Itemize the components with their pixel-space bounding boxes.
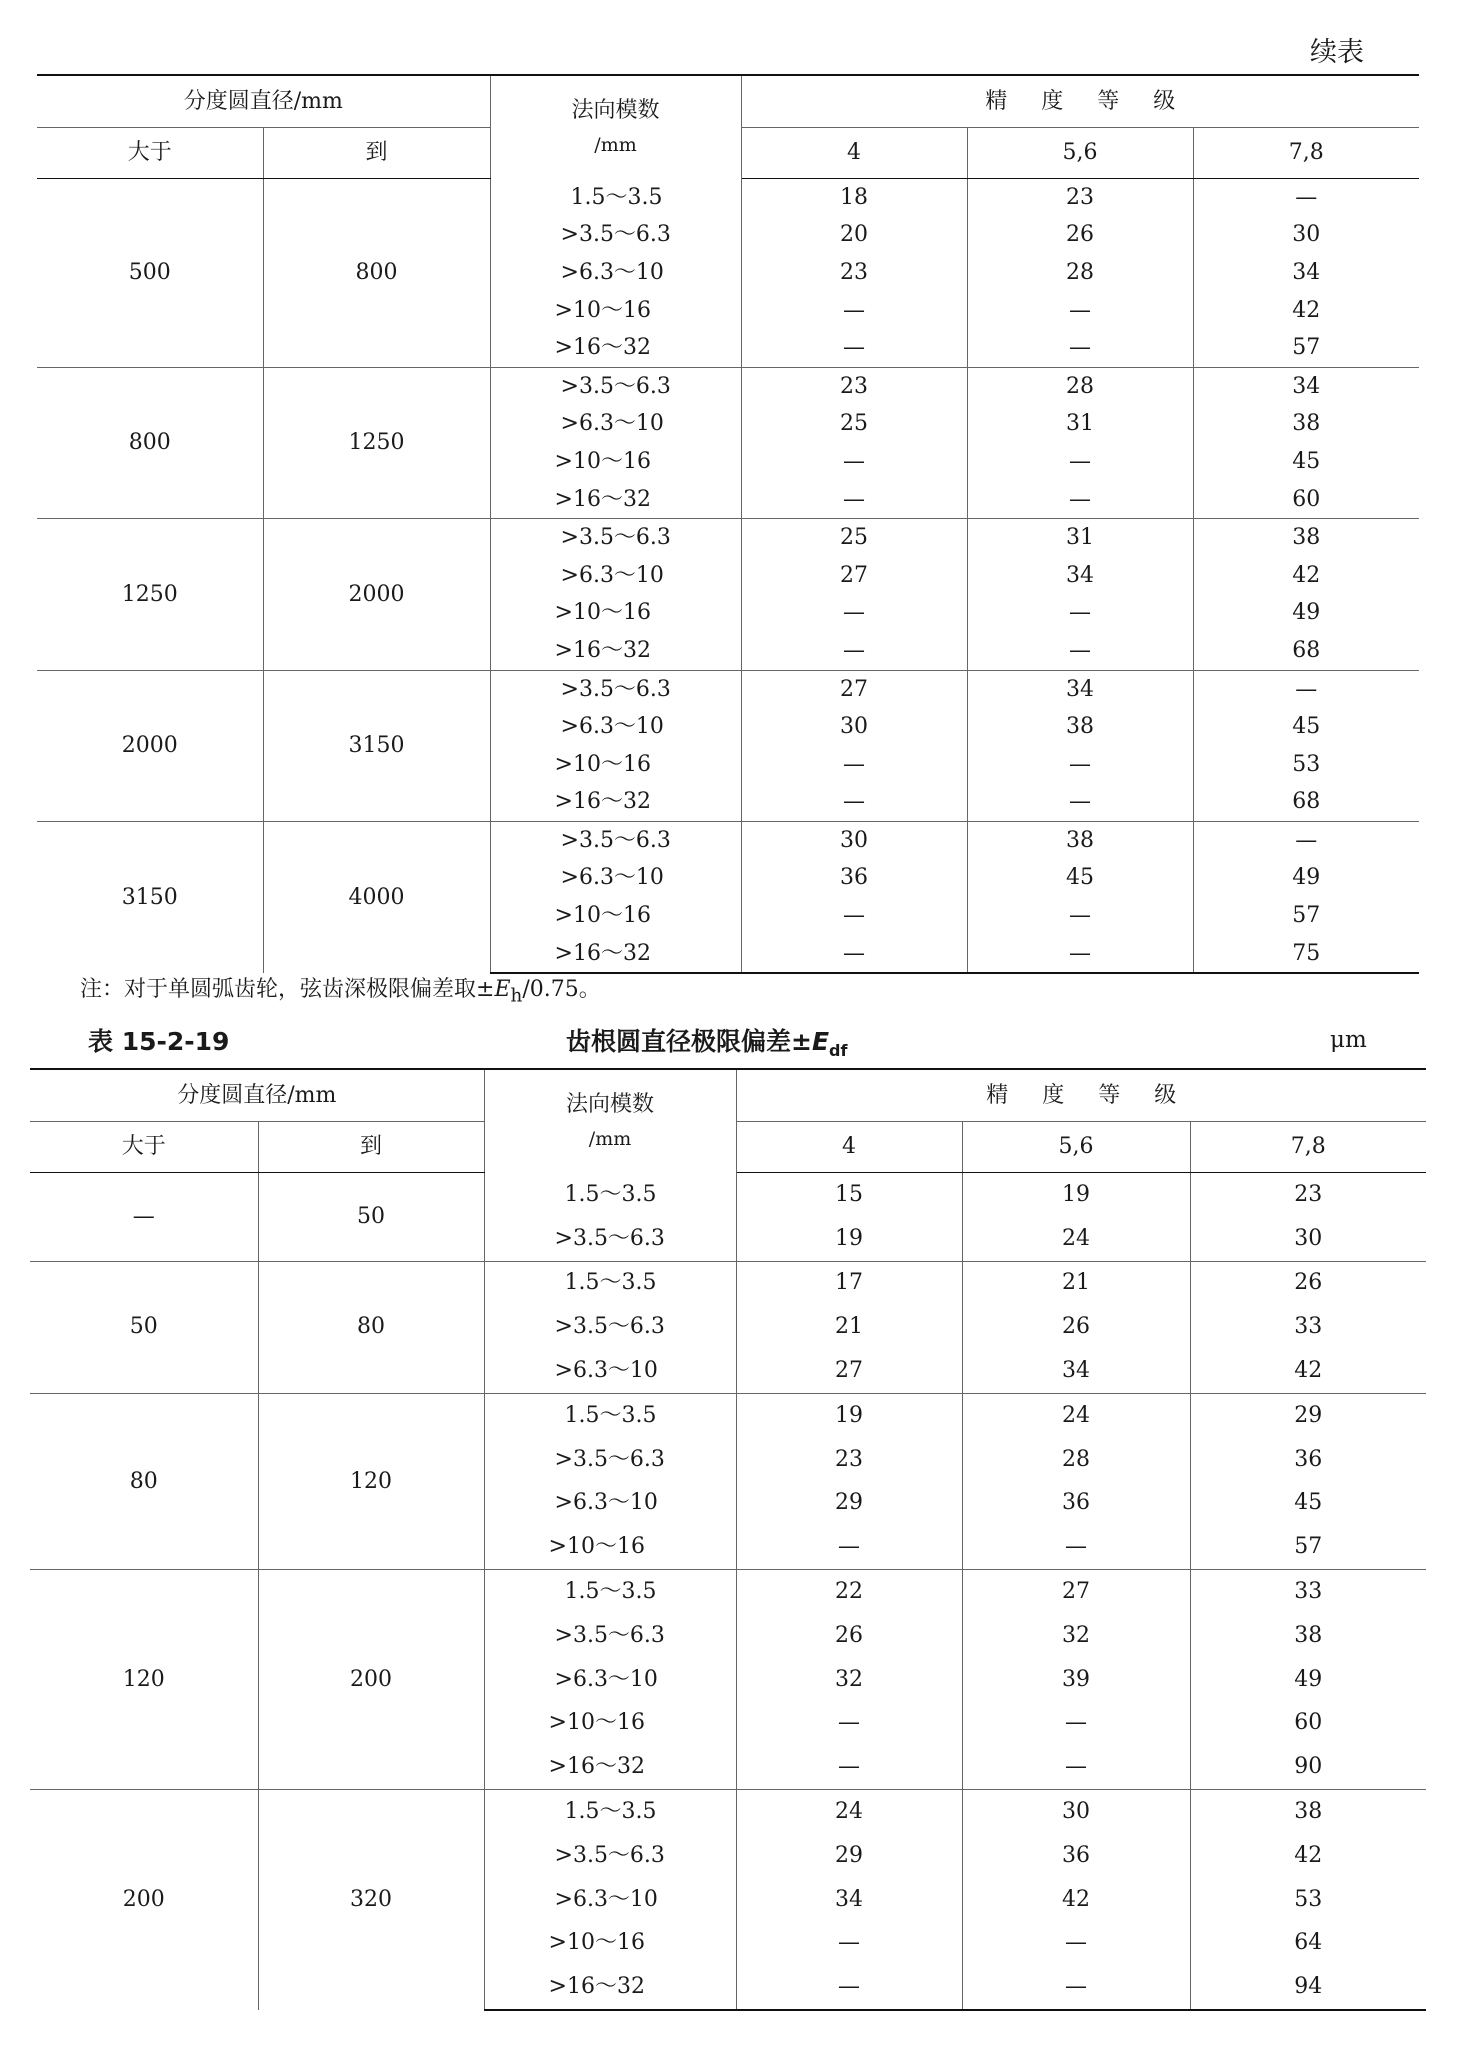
table-row [37, 179, 1419, 217]
cell-grade-7-8: 34 [1292, 259, 1321, 285]
header-to: 到 [258, 1122, 484, 1173]
cell-to: 80 [258, 1261, 484, 1393]
cell-module: 1.5～3.5 [490, 179, 741, 217]
cell-grade-7-8: 60 [1294, 1710, 1323, 1736]
table-row [30, 1261, 1426, 1305]
cell-grade-5-6: 34 [967, 557, 1193, 595]
table-row [37, 367, 1419, 405]
cell-grade-7-8: 94 [1190, 1965, 1426, 2010]
cell-module: >6.3～10 [490, 708, 741, 746]
note-text: 注：对于单圆弧齿轮，弦齿深极限偏差取± [80, 977, 495, 1002]
cell-grade-4: 15 [736, 1173, 962, 1217]
table-number: 表 15-2-19 [88, 1027, 230, 1056]
cell-to: 2000 [263, 519, 490, 670]
cell-grade-4: 19 [736, 1217, 962, 1261]
cell-grade-4: 18 [741, 179, 967, 217]
cell-grade-4: 29 [736, 1482, 962, 1526]
cell-grade-7-8: 42 [1294, 1358, 1323, 1384]
cell-to: 3150 [263, 670, 490, 821]
cell-module: >6.3～10 [490, 557, 741, 595]
cell-module: >6.3～10 [484, 1349, 736, 1393]
header-grade-7-8: 7,8 [1193, 128, 1419, 179]
cell-grade-5-6: — [967, 595, 1193, 633]
cell-grade-5-6: 34 [967, 670, 1193, 708]
cell-grade-7-8: 49 [1294, 1666, 1323, 1692]
cell-module: >3.5～6.3 [490, 822, 741, 860]
table-unit: μm [1330, 1027, 1367, 1053]
cell-grade-7-8: 26 [1190, 1261, 1426, 1305]
cell-grade-4: — [736, 1525, 962, 1569]
cell-grade-4: — [741, 746, 967, 784]
cell-grade-7-8: 57 [1292, 335, 1321, 361]
cell-module: >3.5～6.3 [484, 1305, 736, 1349]
cell-grade-4: — [736, 1965, 962, 2010]
cell-grade-7-8: 30 [1292, 222, 1321, 248]
cell-grade-7-8: 38 [1294, 1622, 1323, 1648]
cell-grade-7-8: 75 [1193, 935, 1419, 974]
cell-module: >3.5～6.3 [484, 1217, 736, 1261]
note-suffix: /0.75。 [522, 977, 601, 1002]
cell-over: 3150 [37, 822, 263, 974]
cell-grade-5-6: — [962, 1702, 1190, 1746]
cell-grade-7-8: — [1193, 822, 1419, 860]
cell-module: >3.5～6.3 [490, 519, 741, 557]
cell-over: — [30, 1173, 258, 1262]
cell-to: 4000 [263, 822, 490, 974]
header-over: 大于 [37, 128, 263, 179]
table-tooth-depth-deviation [37, 74, 1419, 974]
cell-over: 50 [30, 1261, 258, 1393]
cell-grade-4: 27 [736, 1349, 962, 1393]
cell-grade-4: — [741, 481, 967, 519]
cell-module: >6.3～10 [484, 1658, 736, 1702]
cell-grade-4: — [741, 784, 967, 822]
cell-module: >16～32 [490, 632, 741, 670]
table2-body [30, 1173, 1426, 2011]
header-accuracy-grade: 精度等级 [736, 1069, 1426, 1122]
cell-grade-5-6: 38 [967, 822, 1193, 860]
cell-grade-4: 23 [741, 254, 967, 292]
cell-grade-5-6: 23 [967, 179, 1193, 217]
cell-grade-4: 25 [741, 406, 967, 444]
cell-over: 800 [37, 367, 263, 518]
cell-module: >16～32 [484, 1745, 736, 1789]
cell-grade-5-6: — [967, 746, 1193, 784]
table-title-subscript: df [829, 1041, 848, 1060]
cell-grade-7-8: 49 [1292, 865, 1321, 891]
table-row [37, 519, 1419, 557]
cell-module: 1.5～3.5 [484, 1393, 736, 1437]
note-symbol: E [494, 977, 511, 1002]
table-title [566, 1022, 847, 1060]
cell-module: >16～32 [490, 329, 741, 367]
cell-grade-5-6: 32 [962, 1614, 1190, 1658]
table-row [30, 1570, 1426, 1614]
table-title-symbol: E [811, 1027, 830, 1056]
cell-grade-4: — [741, 292, 967, 330]
cell-grade-5-6: — [962, 1965, 1190, 2010]
cell-module: 1.5～3.5 [484, 1261, 736, 1305]
cell-to: 200 [258, 1570, 484, 1790]
cell-grade-7-8: 45 [1292, 714, 1321, 740]
table-root-diameter-deviation [30, 1068, 1426, 2011]
cell-grade-4: — [736, 1745, 962, 1789]
cell-grade-4: — [736, 1702, 962, 1746]
cell-grade-5-6: — [967, 784, 1193, 822]
cell-grade-5-6: — [967, 935, 1193, 974]
header-grade-7-8: 7,8 [1190, 1122, 1426, 1173]
cell-to: 320 [258, 1790, 484, 2010]
cell-over: 2000 [37, 670, 263, 821]
cell-grade-5-6: — [967, 897, 1193, 935]
cell-module: >16～32 [490, 481, 741, 519]
cell-module: >3.5～6.3 [490, 217, 741, 255]
cell-over: 120 [30, 1570, 258, 1790]
cell-grade-4: 29 [736, 1834, 962, 1878]
cell-module: >3.5～6.3 [484, 1834, 736, 1878]
cell-grade-7-8: 57 [1294, 1534, 1323, 1560]
cell-grade-7-8: 42 [1292, 297, 1321, 323]
cell-grade-4: 24 [736, 1790, 962, 1834]
cell-grade-7-8: 53 [1292, 751, 1321, 777]
header-grade-5-6: 5,6 [967, 128, 1193, 179]
cell-grade-5-6: 21 [962, 1261, 1190, 1305]
header-grade-4: 4 [736, 1122, 962, 1173]
header-pitch-diameter: 分度圆直径/mm [37, 75, 490, 128]
cell-over: 200 [30, 1790, 258, 2010]
cell-grade-4: — [741, 595, 967, 633]
cell-grade-5-6: 26 [962, 1305, 1190, 1349]
cell-module: >16～32 [490, 784, 741, 822]
header-over: 大于 [30, 1122, 258, 1173]
cell-grade-5-6: 28 [967, 367, 1193, 405]
cell-grade-5-6: 24 [962, 1217, 1190, 1261]
cell-grade-7-8: 45 [1292, 448, 1321, 474]
cell-grade-7-8: 45 [1294, 1490, 1323, 1516]
cell-over: 1250 [37, 519, 263, 670]
cell-grade-5-6: — [967, 292, 1193, 330]
header-pitch-diameter: 分度圆直径/mm [30, 1069, 484, 1122]
table-row [30, 1393, 1426, 1437]
cell-grade-5-6: 36 [962, 1482, 1190, 1526]
cell-grade-7-8: 30 [1294, 1225, 1323, 1251]
continued-label: 续表 [1310, 37, 1364, 68]
header-accuracy-grade: 精度等级 [741, 75, 1419, 128]
cell-grade-5-6: 31 [967, 406, 1193, 444]
cell-module: >10～16 [490, 746, 741, 784]
cell-grade-4: 27 [741, 557, 967, 595]
cell-module: >6.3～10 [490, 406, 741, 444]
header-normal-module-line1: 法向模数 [571, 97, 660, 123]
cell-grade-4: 36 [741, 860, 967, 898]
cell-grade-7-8: 60 [1292, 486, 1321, 512]
cell-grade-5-6: 28 [967, 254, 1193, 292]
cell-module: >10～16 [484, 1922, 736, 1966]
header-normal-module [484, 1069, 736, 1173]
table-note [80, 972, 601, 1006]
cell-grade-7-8: 23 [1294, 1181, 1323, 1207]
cell-grade-5-6: 34 [962, 1349, 1190, 1393]
cell-grade-5-6: 24 [962, 1393, 1190, 1437]
cell-grade-5-6: 30 [962, 1790, 1190, 1834]
cell-grade-7-8: 68 [1292, 789, 1321, 815]
cell-grade-7-8: 57 [1292, 903, 1321, 929]
cell-module: >10～16 [490, 443, 741, 481]
cell-grade-4: 30 [741, 708, 967, 746]
cell-grade-5-6: — [967, 481, 1193, 519]
cell-grade-7-8: 49 [1292, 600, 1321, 626]
cell-grade-4: 27 [741, 670, 967, 708]
cell-grade-5-6: 42 [962, 1878, 1190, 1922]
cell-grade-4: — [741, 897, 967, 935]
cell-grade-7-8: — [1193, 670, 1419, 708]
cell-grade-5-6: — [967, 632, 1193, 670]
cell-grade-4: — [736, 1922, 962, 1966]
cell-grade-5-6: 19 [962, 1173, 1190, 1217]
note-subscript: h [510, 985, 523, 1007]
cell-to: 120 [258, 1393, 484, 1569]
cell-grade-7-8: 34 [1193, 367, 1419, 405]
cell-grade-4: — [741, 443, 967, 481]
cell-grade-7-8: 90 [1294, 1754, 1323, 1780]
cell-to: 50 [258, 1173, 484, 1262]
cell-grade-4: — [741, 935, 967, 974]
cell-grade-7-8: 64 [1294, 1930, 1323, 1956]
header-grade-5-6: 5,6 [962, 1122, 1190, 1173]
cell-grade-7-8: 53 [1294, 1886, 1323, 1912]
cell-grade-7-8: 42 [1292, 562, 1321, 588]
table-row [37, 670, 1419, 708]
cell-grade-4: 22 [736, 1570, 962, 1614]
cell-module: >10～16 [490, 595, 741, 633]
cell-module: >3.5～6.3 [490, 670, 741, 708]
cell-grade-7-8: 33 [1294, 1314, 1323, 1340]
table-row [30, 1790, 1426, 1834]
header-to: 到 [263, 128, 490, 179]
cell-module: >3.5～6.3 [484, 1614, 736, 1658]
cell-over: 80 [30, 1393, 258, 1569]
cell-module: >10～16 [490, 292, 741, 330]
cell-grade-4: 26 [736, 1614, 962, 1658]
cell-module: >16～32 [484, 1965, 736, 2010]
cell-grade-5-6: — [962, 1922, 1190, 1966]
cell-grade-4: 25 [741, 519, 967, 557]
header-normal-module-line2: /mm [588, 1127, 632, 1150]
header-normal-module [490, 75, 741, 179]
cell-module: >3.5～6.3 [484, 1438, 736, 1482]
cell-grade-7-8: 36 [1294, 1446, 1323, 1472]
cell-module: >16～32 [490, 935, 741, 974]
cell-to: 800 [263, 179, 490, 368]
cell-module: >10～16 [484, 1702, 736, 1746]
cell-grade-5-6: 39 [962, 1658, 1190, 1702]
cell-module: >10～16 [490, 897, 741, 935]
cell-grade-7-8: 29 [1190, 1393, 1426, 1437]
cell-grade-5-6: — [962, 1745, 1190, 1789]
cell-grade-5-6: 38 [967, 708, 1193, 746]
cell-to: 1250 [263, 367, 490, 518]
cell-module: >6.3～10 [484, 1482, 736, 1526]
cell-grade-5-6: 45 [967, 860, 1193, 898]
cell-module: >10～16 [484, 1525, 736, 1569]
cell-grade-5-6: 36 [962, 1834, 1190, 1878]
cell-grade-5-6: — [962, 1525, 1190, 1569]
cell-grade-5-6: 28 [962, 1438, 1190, 1482]
table-row [30, 1173, 1426, 1217]
cell-grade-7-8: 38 [1292, 411, 1321, 437]
cell-grade-5-6: — [967, 329, 1193, 367]
cell-grade-4: — [741, 632, 967, 670]
cell-grade-7-8: 38 [1190, 1790, 1426, 1834]
cell-grade-4: 23 [741, 367, 967, 405]
cell-grade-7-8: 68 [1292, 637, 1321, 663]
cell-module: 1.5～3.5 [484, 1570, 736, 1614]
header-normal-module-line2: /mm [594, 133, 637, 156]
cell-grade-5-6: — [967, 443, 1193, 481]
cell-grade-7-8: 38 [1193, 519, 1419, 557]
header-normal-module-line1: 法向模数 [566, 1091, 655, 1117]
cell-grade-7-8: 33 [1190, 1570, 1426, 1614]
cell-grade-5-6: 26 [967, 217, 1193, 255]
cell-grade-5-6: 31 [967, 519, 1193, 557]
cell-module: 1.5～3.5 [484, 1173, 736, 1217]
cell-grade-4: 32 [736, 1658, 962, 1702]
table-row [37, 822, 1419, 860]
cell-grade-4: 30 [741, 822, 967, 860]
cell-grade-4: 20 [741, 217, 967, 255]
table-title-text: 齿根圆直径极限偏差± [566, 1027, 812, 1056]
cell-module: >6.3～10 [490, 254, 741, 292]
cell-module: >6.3～10 [490, 860, 741, 898]
cell-grade-7-8: 42 [1294, 1842, 1323, 1868]
cell-grade-5-6: 27 [962, 1570, 1190, 1614]
cell-grade-4: 23 [736, 1438, 962, 1482]
cell-grade-7-8: — [1295, 184, 1318, 210]
cell-module: >6.3～10 [484, 1878, 736, 1922]
cell-grade-4: 17 [736, 1261, 962, 1305]
table1-body [37, 179, 1419, 974]
cell-over: 500 [37, 179, 263, 368]
cell-module: >3.5～6.3 [490, 367, 741, 405]
cell-grade-4: 21 [736, 1305, 962, 1349]
cell-grade-4: 19 [736, 1393, 962, 1437]
cell-module: 1.5～3.5 [484, 1790, 736, 1834]
header-grade-4: 4 [741, 128, 967, 179]
cell-grade-4: 34 [736, 1878, 962, 1922]
cell-grade-4: — [741, 329, 967, 367]
